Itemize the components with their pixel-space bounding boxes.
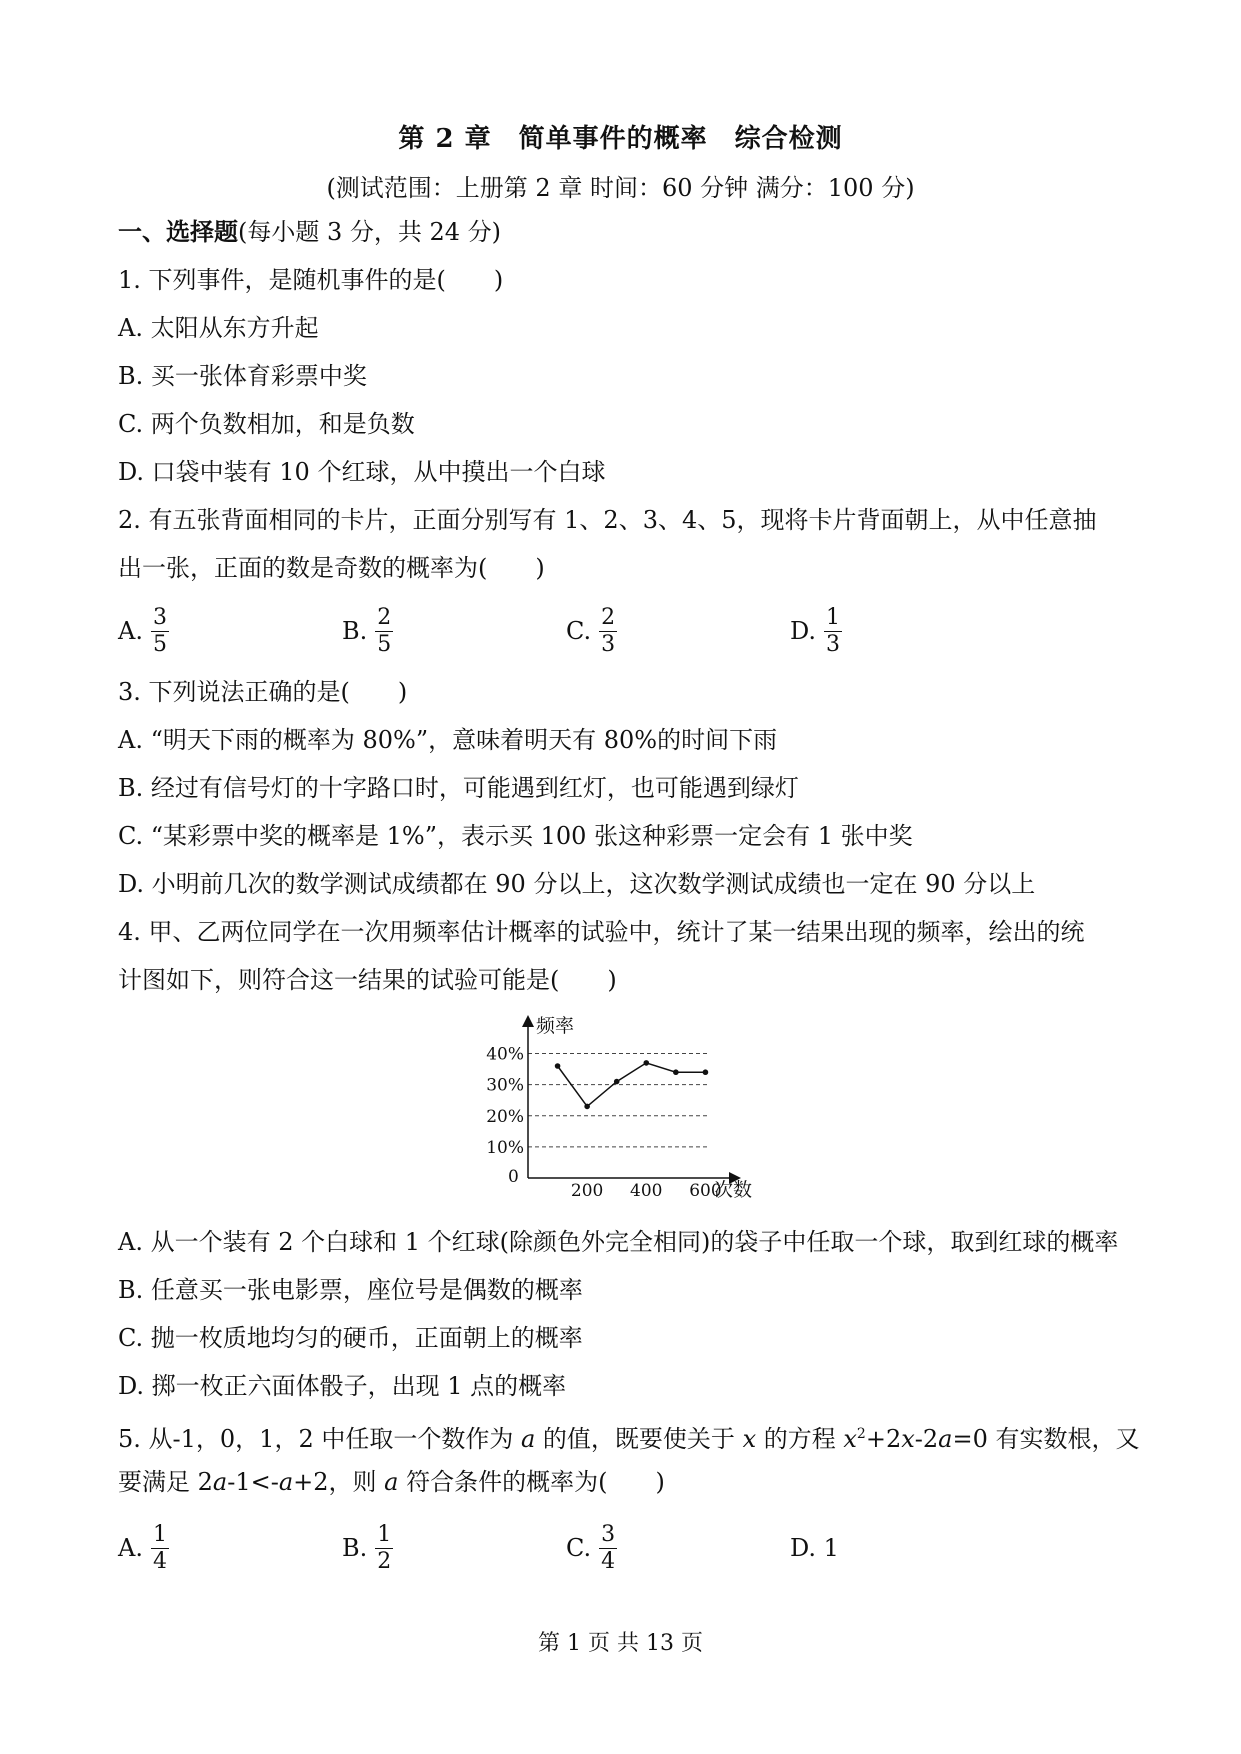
denominator: 3 — [601, 631, 616, 657]
q2-stem-line2: 出一张，正面的数是奇数的概率为( ) — [118, 554, 545, 582]
numerator: 1 — [377, 1521, 392, 1547]
option-label: A. — [118, 617, 143, 645]
variable-a: a — [278, 1468, 294, 1496]
fraction — [824, 605, 842, 658]
denominator: 2 — [377, 1548, 392, 1574]
fraction — [599, 1522, 617, 1575]
x-tick-labels — [571, 1181, 722, 1200]
numerator: 3 — [601, 1521, 616, 1547]
numerator: 1 — [152, 1521, 167, 1547]
q1-option-b: B. 买一张体育彩票中奖 — [118, 362, 367, 390]
variable-a: a — [520, 1425, 536, 1453]
fraction — [375, 605, 393, 658]
q3-option-b: B. 经过有信号灯的十字路口时，可能遇到红灯，也可能遇到绿灯 — [118, 774, 799, 802]
text-fragment: 5. 从-1，0，1，2 中任取一个数作为 — [118, 1425, 521, 1453]
option-label: B. — [342, 617, 368, 645]
denominator: 5 — [152, 631, 167, 657]
q4-option-b: B. 任意买一张电影票，座位号是偶数的概率 — [118, 1276, 583, 1304]
denominator: 4 — [152, 1548, 167, 1574]
y-tick-label: 20% — [486, 1106, 524, 1127]
fraction — [599, 605, 617, 658]
fraction — [375, 1522, 393, 1575]
q2-options — [118, 601, 1118, 661]
q3-option-c: C. “某彩票中奖的概率是 1%”，表示买 100 张这种彩票一定会有 1 张中奖 — [118, 822, 913, 850]
q2-option-b — [342, 601, 393, 661]
q2-option-a — [118, 601, 169, 661]
q4-stem-line1: 4. 甲、乙两位同学在一次用频率估计概率的试验中，统计了某一结果出现的频率，绘出的统 — [118, 918, 1085, 946]
variable-x: x — [742, 1425, 757, 1453]
denominator: 4 — [601, 1548, 616, 1574]
q2-option-d — [790, 601, 842, 661]
frequency-line-chart — [470, 1010, 770, 1200]
numerator: 3 — [152, 604, 167, 630]
text-fragment: -2 — [914, 1425, 939, 1453]
q4-stem-line2: 计图如下，则符合这一结果的试验可能是( ) — [118, 966, 617, 994]
text-fragment: 的方程 — [756, 1425, 844, 1453]
y-tick-label: 40% — [486, 1044, 524, 1065]
page-title: 第 2 章 简单事件的概率 综合检测 — [398, 124, 843, 154]
numerator: 2 — [601, 604, 616, 630]
variable-x: x — [843, 1425, 857, 1453]
section-heading-note: (每小题 3 分，共 24 分) — [238, 218, 502, 246]
data-point — [614, 1079, 620, 1085]
page-subtitle: (测试范围：上册第 2 章 时间：60 分钟 满分：100 分) — [326, 174, 915, 202]
x-tick-label: 200 — [570, 1181, 604, 1200]
y-tick-label: 30% — [486, 1075, 524, 1096]
fraction — [151, 605, 169, 658]
origin-label: 0 — [508, 1167, 519, 1187]
q5-option-d — [790, 1518, 839, 1578]
denominator: 3 — [826, 631, 841, 657]
data-point — [643, 1060, 649, 1066]
text-fragment: -1<- — [227, 1468, 279, 1496]
q5-option-b — [342, 1518, 393, 1578]
data-point — [555, 1063, 561, 1069]
q1-option-d: D. 口袋中装有 10 个红球，从中摸出一个白球 — [118, 458, 606, 486]
q4-option-a: A. 从一个装有 2 个白球和 1 个红球(除颜色外完全相同)的袋子中任取一个球，取到红球的概率 — [118, 1228, 1119, 1256]
text-fragment: 符合条件的概率为( ) — [398, 1468, 665, 1496]
q5-options — [118, 1518, 1118, 1578]
q5-stem-line2 — [118, 1466, 665, 1498]
numerator: 1 — [826, 604, 841, 630]
fraction — [151, 1522, 169, 1575]
option-label: C. — [566, 617, 592, 645]
section-heading — [118, 216, 501, 248]
q5-stem-line1 — [118, 1418, 1140, 1455]
q2-option-c — [566, 601, 617, 661]
denominator: 5 — [377, 631, 392, 657]
variable-x: x — [901, 1425, 915, 1453]
q4-option-d: D. 掷一枚正六面体骰子，出现 1 点的概率 — [118, 1372, 567, 1400]
option-label: C. — [566, 1534, 592, 1562]
text-fragment: =0 有实数根，又 — [952, 1425, 1140, 1453]
variable-a: a — [938, 1425, 953, 1453]
option-label: B. — [342, 1534, 368, 1562]
variable-a: a — [212, 1468, 228, 1496]
y-tick-label: 10% — [486, 1137, 524, 1158]
option-label: D. 1 — [790, 1534, 839, 1562]
x-axis-label: 次数 — [714, 1179, 753, 1200]
numerator: 2 — [377, 604, 392, 630]
page-footer: 第 1 页 共 13 页 — [538, 1631, 703, 1656]
text-fragment: +2 — [865, 1425, 902, 1453]
x-tick-label: 600 — [689, 1181, 722, 1200]
y-axis-label: 频率 — [536, 1015, 575, 1037]
q5-option-c — [566, 1518, 617, 1578]
data-point — [673, 1069, 679, 1075]
q4-option-c: C. 抛一枚质地均匀的硬币，正面朝上的概率 — [118, 1324, 583, 1352]
option-label: A. — [118, 1534, 143, 1562]
data-point — [703, 1069, 709, 1075]
q1-option-c: C. 两个负数相加，和是负数 — [118, 410, 415, 438]
section-heading-title: 一、选择题 — [118, 217, 238, 246]
text-fragment: 要满足 2 — [118, 1468, 213, 1496]
variable-a: a — [384, 1468, 399, 1496]
q2-stem-line1: 2. 有五张背面相同的卡片，正面分别写有 1、2、3、4、5，现将卡片背面朝上，从中任意抽 — [118, 506, 1097, 534]
option-label: D. — [790, 617, 817, 645]
q3-option-a: A. “明天下雨的概率为 80%”，意味着明天有 80%的时间下雨 — [118, 726, 778, 754]
text-fragment: 的值，既要使关于 — [535, 1425, 743, 1453]
q5-option-a — [118, 1518, 169, 1578]
q1-option-a: A. 太阳从东方升起 — [118, 314, 319, 342]
y-tick-labels — [486, 1045, 524, 1158]
q3-option-d: D. 小明前几次的数学测试成绩都在 90 分以上，这次数学测试成绩也一定在 90 分以上 — [118, 870, 1036, 898]
data-point — [584, 1104, 590, 1110]
exponent: 2 — [856, 1426, 866, 1442]
x-tick-label: 400 — [630, 1181, 663, 1200]
text-fragment: +2，则 — [293, 1468, 385, 1496]
q1-stem: 1. 下列事件，是随机事件的是( ) — [118, 266, 504, 294]
q3-stem: 3. 下列说法正确的是( ) — [118, 678, 408, 706]
